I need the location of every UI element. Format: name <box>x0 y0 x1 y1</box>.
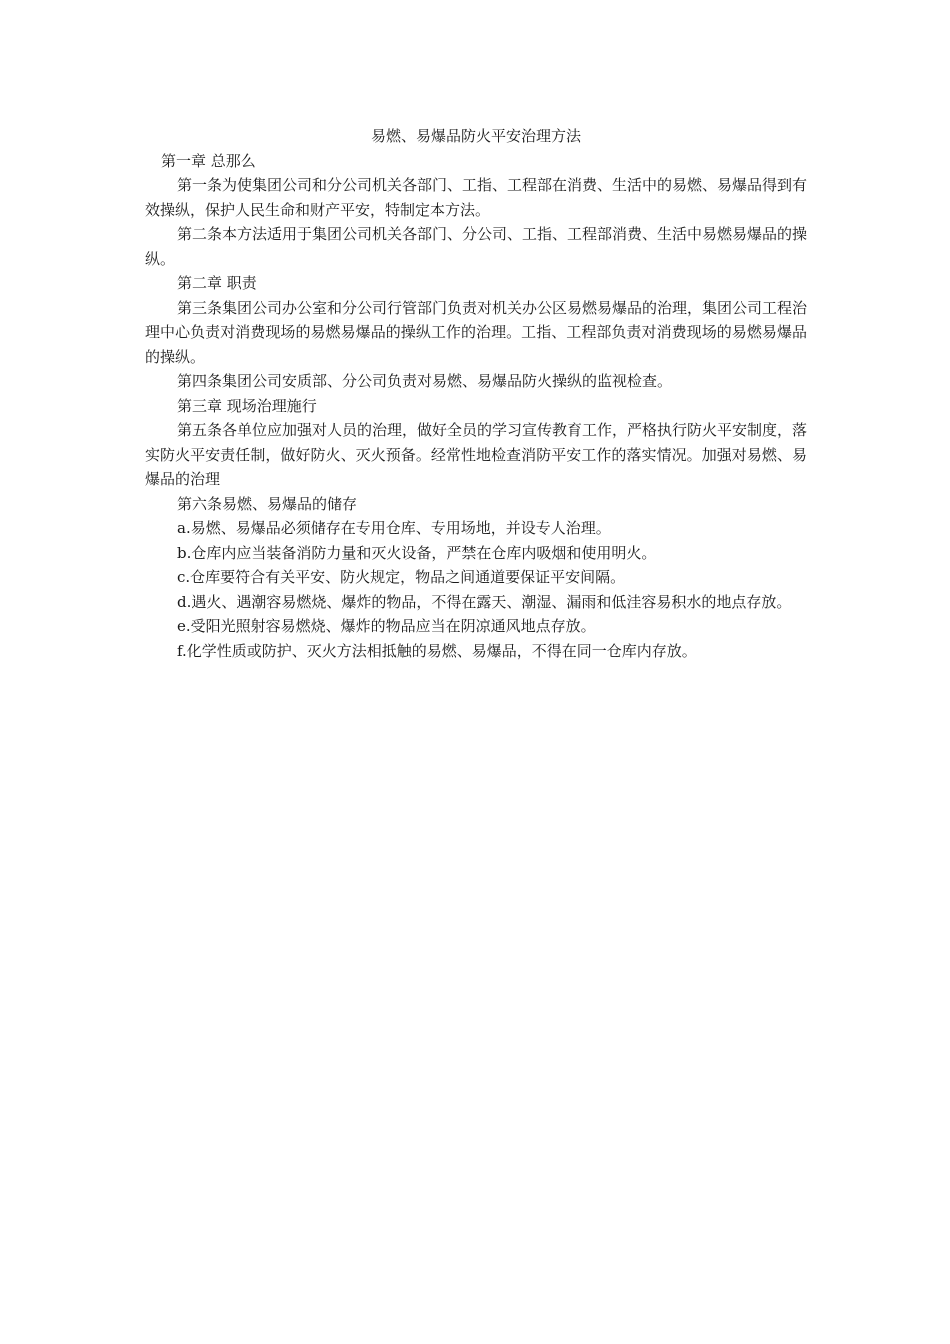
article-paragraph: 第五条各单位应加强对人员的治理，做好全员的学习宣传教育工作，严格执行防火平安制度，落实防火平安责任制，做好防火、灭火预备。经常性地检查消防平安工作的落实情况。加强对易燃、易爆品的治理 <box>145 421 808 488</box>
document-page <box>145 124 807 663</box>
chapter-heading: 第二章 职责 <box>177 274 257 292</box>
article-paragraph: 第六条易燃、易爆品的储存 <box>177 494 358 513</box>
list-item: f.化学性质或防护、灭火方法相抵触的易燃、易爆品，不得在同一仓库内存放。 <box>177 641 697 660</box>
chapter-heading: 第一章 总那么 <box>161 151 256 170</box>
article-paragraph: 第三条集团公司办公室和分公司行管部门负责对机关办公区易燃易爆品的治理，集团公司工程治理中心负责对消费现场的易燃易爆品的操纵工作的治理。工指、工程部负责对消费现场的易燃易爆品的操纵。 <box>145 298 808 366</box>
list-item: e.受阳光照射容易燃烧、爆炸的物品应当在阴凉通风地点存放。 <box>177 617 596 635</box>
list-item: c.仓库要符合有关平安、防火规定，物品之间通道要保证平安间隔。 <box>177 568 626 586</box>
article-paragraph: 第四条集团公司安质部、分公司负责对易燃、易爆品防火操纵的监视检查。 <box>177 372 673 390</box>
article-paragraph: 第一条为使集团公司和分公司机关各部门、工指、工程部在消费、生活中的易燃、易爆品得到有效操纵，保护人民生命和财产平安，特制定本方法。 <box>145 176 808 219</box>
document-title: 易燃、易爆品防火平安治理方法 <box>370 127 581 145</box>
list-item: b.仓库内应当装备消防力量和灭火设备，严禁在仓库内吸烟和使用明火。 <box>177 543 657 562</box>
list-item: a.易燃、易爆品必须储存在专用仓库、专用场地，并设专人治理。 <box>177 519 611 537</box>
list-item: d.遇火、遇潮容易燃烧、爆炸的物品，不得在露天、潮湿、漏雨和低洼容易积水的地点存放。 <box>177 592 792 611</box>
chapter-heading: 第三章 现场治理施行 <box>177 396 317 415</box>
article-paragraph: 第二条本方法适用于集团公司机关各部门、分公司、工指、工程部消费、生活中易燃易爆品的操纵。 <box>145 225 808 268</box>
